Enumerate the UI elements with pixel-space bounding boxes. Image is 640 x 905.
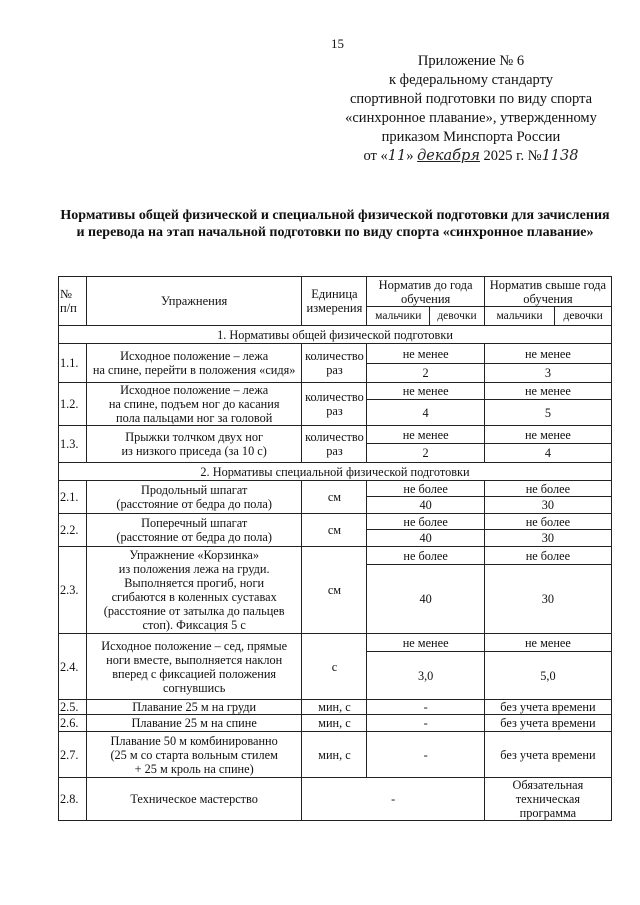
unit: см (302, 514, 367, 547)
appendix-line: приказом Минспорта России (381, 129, 561, 145)
row-number: 2.5. (59, 700, 87, 715)
qualifier-before: не более (367, 514, 484, 530)
value-before: 2 (367, 444, 484, 463)
header-norm-after: Норматив свыше года обучения (484, 277, 611, 307)
header-exercise: Упражнения (86, 277, 302, 326)
row-number: 2.7. (59, 732, 87, 778)
document-title: Нормативы общей физической и специальной физической подготовки для зачисления и перевода на этап начальной подготовки по виду спорта «синхронное плавание» (60, 208, 610, 240)
qualifier-after: не менее (484, 426, 611, 444)
value-after: 30 (484, 530, 611, 547)
row-number: 1.1. (59, 344, 87, 383)
table-body (59, 326, 612, 821)
unit: с (302, 634, 367, 700)
appendix-line: «синхронное плавание», утвержденному (345, 110, 597, 126)
row-number: 1.2. (59, 383, 87, 426)
value-before: 40 (367, 497, 484, 514)
handwritten-day: 11 (387, 148, 407, 164)
unit: мин, с (302, 715, 367, 732)
header-unit: Единица измерения (302, 277, 367, 326)
exercise-name: Плавание 25 м на спине (86, 715, 302, 732)
value-after: 30 (484, 565, 611, 634)
exercise-name: Плавание 25 м на груди (86, 700, 302, 715)
page-number: 15 (331, 36, 344, 51)
value-before: 3,0 (367, 652, 484, 700)
header-girls: девочки (430, 307, 485, 326)
qualifier-before: не более (367, 481, 484, 497)
value-before: - (367, 715, 484, 732)
exercise-name: Плавание 50 м комбинированно (25 м со старта вольным стилем + 25 м кроль на спине) (86, 732, 302, 778)
header-girls: девочки (555, 307, 612, 326)
qualifier-before: не менее (367, 426, 484, 444)
appendix-line: Приложение № 6 (417, 53, 525, 69)
table-row (59, 426, 612, 444)
unit: количество раз (302, 383, 367, 426)
header-norm-before: Норматив до года обучения (367, 277, 484, 307)
row-number: 2.3. (59, 547, 87, 634)
table-row (59, 634, 612, 652)
exercise-name: Продольный шпагат (расстояние от бедра до пола) (86, 481, 302, 514)
row-number: 2.4. (59, 634, 87, 700)
value-after: без учета времени (484, 700, 611, 715)
section-row (59, 463, 612, 481)
row-number: 2.8. (59, 778, 87, 821)
value-before: 2 (367, 364, 484, 383)
qualifier-before: не менее (367, 383, 484, 400)
table-row (59, 547, 612, 565)
row-number: 2.2. (59, 514, 87, 547)
qualifier-after: не менее (484, 634, 611, 652)
qualifier-after: не более (484, 481, 611, 497)
row-number: 2.6. (59, 715, 87, 732)
value-after: 4 (484, 444, 611, 463)
appendix-line: спортивной подготовки по виду спорта (349, 91, 593, 107)
value-before: 4 (367, 400, 484, 426)
value-before: 40 (367, 530, 484, 547)
date-prefix: от « (363, 148, 388, 164)
header-boys: мальчики (367, 307, 430, 326)
table-row (59, 514, 612, 530)
unit: количество раз (302, 426, 367, 463)
row-number: 2.1. (59, 481, 87, 514)
table-row (59, 383, 612, 400)
value-after: 3 (484, 364, 611, 383)
order-year: 2025 г. № (483, 148, 542, 164)
qualifier-before: не менее (367, 634, 484, 652)
unit: мин, с (302, 732, 367, 778)
value-before: - (367, 732, 484, 778)
value-after: Обязательная техническая программа (484, 778, 611, 821)
qualifier-before: не более (367, 547, 484, 565)
exercise-name: Упражнение «Корзинка» из положения лежа на груди. Выполняется прогиб, ноги сгибаются в коленных суставах (расстояние от затылка до пальцев стоп). Фиксация 5 с (86, 547, 302, 634)
appendix-header (330, 52, 612, 166)
exercise-name: Исходное положение – сед, прямые ноги вместе, выполняется наклон вперед с фиксацией положения согнувшись (86, 634, 302, 700)
unit: см (302, 547, 367, 634)
qualifier-after: не более (484, 547, 611, 565)
table-row (59, 344, 612, 364)
unit: количество раз (302, 344, 367, 383)
exercise-name: Прыжки толчком двух ног из низкого приседа (за 10 с) (86, 426, 302, 463)
exercise-name: Техническое мастерство (86, 778, 302, 821)
qualifier-after: не менее (484, 344, 611, 364)
value-before: 40 (367, 565, 484, 634)
unit: см (302, 481, 367, 514)
table-row (59, 732, 612, 778)
order-date-line (330, 147, 612, 166)
table-row (59, 778, 612, 821)
section-heading: 1. Нормативы общей физической подготовки (59, 326, 612, 344)
section-heading: 2. Нормативы специальной физической подготовки (59, 463, 612, 481)
section-row (59, 326, 612, 344)
date-mid: » (406, 148, 414, 164)
qualifier-after: не менее (484, 383, 611, 400)
header-num: № п/п (59, 277, 87, 326)
value-after: без учета времени (484, 732, 611, 778)
value-after: 30 (484, 497, 611, 514)
table-row (59, 715, 612, 732)
unit: мин, с (302, 700, 367, 715)
handwritten-order-number: 1138 (541, 148, 579, 164)
table-row (59, 700, 612, 715)
qualifier-before: не менее (367, 344, 484, 364)
standards-table (58, 276, 612, 821)
handwritten-month: декабря (417, 148, 480, 164)
exercise-name: Исходное положение – лежа на спине, перейти в положения «сидя» (86, 344, 302, 383)
exercise-name: Поперечный шпагат (расстояние от бедра до пола) (86, 514, 302, 547)
qualifier-after: не более (484, 514, 611, 530)
row-number: 1.3. (59, 426, 87, 463)
exercise-name: Исходное положение – лежа на спине, подъем ног до касания пола пальцами ног за головой (86, 383, 302, 426)
value-before: - (367, 700, 484, 715)
value-before: - (302, 778, 484, 821)
header-boys: мальчики (484, 307, 554, 326)
value-after: без учета времени (484, 715, 611, 732)
appendix-line: к федеральному стандарту (389, 72, 553, 88)
value-after: 5 (484, 400, 611, 426)
table-row (59, 481, 612, 497)
value-after: 5,0 (484, 652, 611, 700)
